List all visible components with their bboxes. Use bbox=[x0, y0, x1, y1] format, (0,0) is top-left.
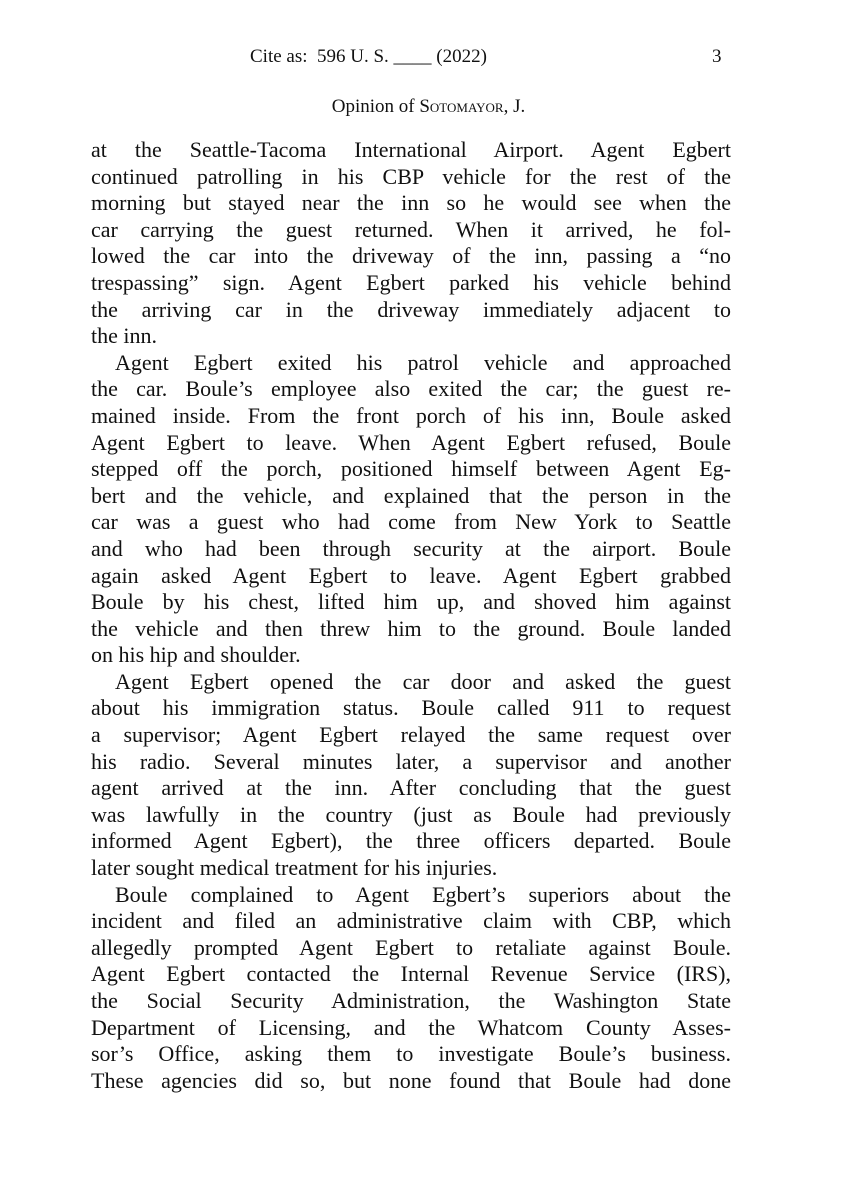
text-line: Agent Egbert to leave. When Agent Egbert refused, Boule bbox=[91, 429, 731, 455]
text-line: continued patrolling in his CBP vehicle for the rest of the bbox=[91, 163, 731, 189]
text-line: a supervisor; Agent Egbert relayed the same request over bbox=[91, 722, 731, 748]
text-line: on his hip and shoulder. bbox=[91, 642, 301, 668]
opinion-heading bbox=[0, 96, 857, 118]
text-line: Agent Egbert opened the car door and asked the guest bbox=[115, 668, 731, 694]
citation: Cite as: 596 U. S. ____ (2022) bbox=[250, 46, 487, 67]
justice-suffix: , J. bbox=[503, 96, 526, 117]
text-line: Boule by his chest, lifted him up, and shoved him against bbox=[91, 589, 731, 615]
opinion-body bbox=[91, 137, 731, 1094]
text-line: was lawfully in the country (just as Boule had previously bbox=[91, 801, 731, 827]
justice-name: Sotomayor bbox=[419, 96, 504, 117]
text-line: trespassing” sign. Agent Egbert parked his vehicle behind bbox=[91, 269, 731, 295]
text-line: Boule complained to Agent Egbert’s superiors about the bbox=[115, 881, 731, 907]
text-line: Agent Egbert contacted the Internal Revenue Service (IRS), bbox=[91, 961, 731, 987]
text-line: informed Agent Egbert), the three officers departed. Boule bbox=[91, 828, 731, 854]
text-line: and who had been through security at the airport. Boule bbox=[91, 535, 731, 561]
paragraph-2 bbox=[91, 350, 731, 669]
text-line: about his immigration status. Boule called 911 to request bbox=[91, 695, 731, 721]
text-line: car was a guest who had come from New York to Seattle bbox=[91, 509, 731, 535]
text-line: allegedly prompted Agent Egbert to retaliate against Boule. bbox=[91, 934, 731, 960]
text-line: the car. Boule’s employee also exited the car; the guest re- bbox=[91, 376, 731, 402]
text-line: the vehicle and then threw him to the ground. Boule landed bbox=[91, 615, 731, 641]
text-line: his radio. Several minutes later, a supervisor and another bbox=[91, 748, 731, 774]
opinion-prefix: Opinion of bbox=[331, 96, 420, 117]
text-line: the Social Security Administration, the Washington State bbox=[91, 988, 731, 1013]
running-head bbox=[0, 46, 857, 72]
page-number: 3 bbox=[712, 46, 722, 67]
text-line: car carrying the guest returned. When it arrived, he fol- bbox=[91, 216, 731, 242]
text-line: at the Seattle-Tacoma International Airport. Agent Egbert bbox=[91, 137, 731, 162]
text-line: sor’s Office, asking them to investigate Boule’s business. bbox=[91, 1041, 731, 1067]
text-line: later sought medical treatment for his injuries. bbox=[91, 855, 498, 881]
text-line: Department of Licensing, and the Whatcom County Asses- bbox=[91, 1014, 731, 1040]
paragraph-3 bbox=[91, 669, 731, 882]
text-line: stepped off the porch, positioned himself between Agent Eg- bbox=[91, 456, 731, 482]
text-line: bert and the vehicle, and explained that the person in the bbox=[91, 482, 731, 508]
paragraph-1 bbox=[91, 137, 731, 350]
text-line: the inn. bbox=[91, 323, 157, 349]
text-line: These agencies did so, but none found that Boule had done bbox=[91, 1067, 731, 1093]
text-line: morning but stayed near the inn so he would see when the bbox=[91, 190, 731, 216]
text-line: the arriving car in the driveway immediately adjacent to bbox=[91, 296, 731, 322]
paragraph-4 bbox=[91, 882, 731, 1095]
text-line: mained inside. From the front porch of his inn, Boule asked bbox=[91, 402, 731, 428]
text-line: agent arrived at the inn. After concluding that the guest bbox=[91, 775, 731, 801]
text-line: lowed the car into the driveway of the inn, passing a “no bbox=[91, 243, 731, 269]
text-line: again asked Agent Egbert to leave. Agent Egbert grabbed bbox=[91, 562, 731, 588]
text-line: incident and filed an administrative claim with CBP, which bbox=[91, 908, 731, 934]
text-line: Agent Egbert exited his patrol vehicle and approached bbox=[115, 349, 731, 375]
